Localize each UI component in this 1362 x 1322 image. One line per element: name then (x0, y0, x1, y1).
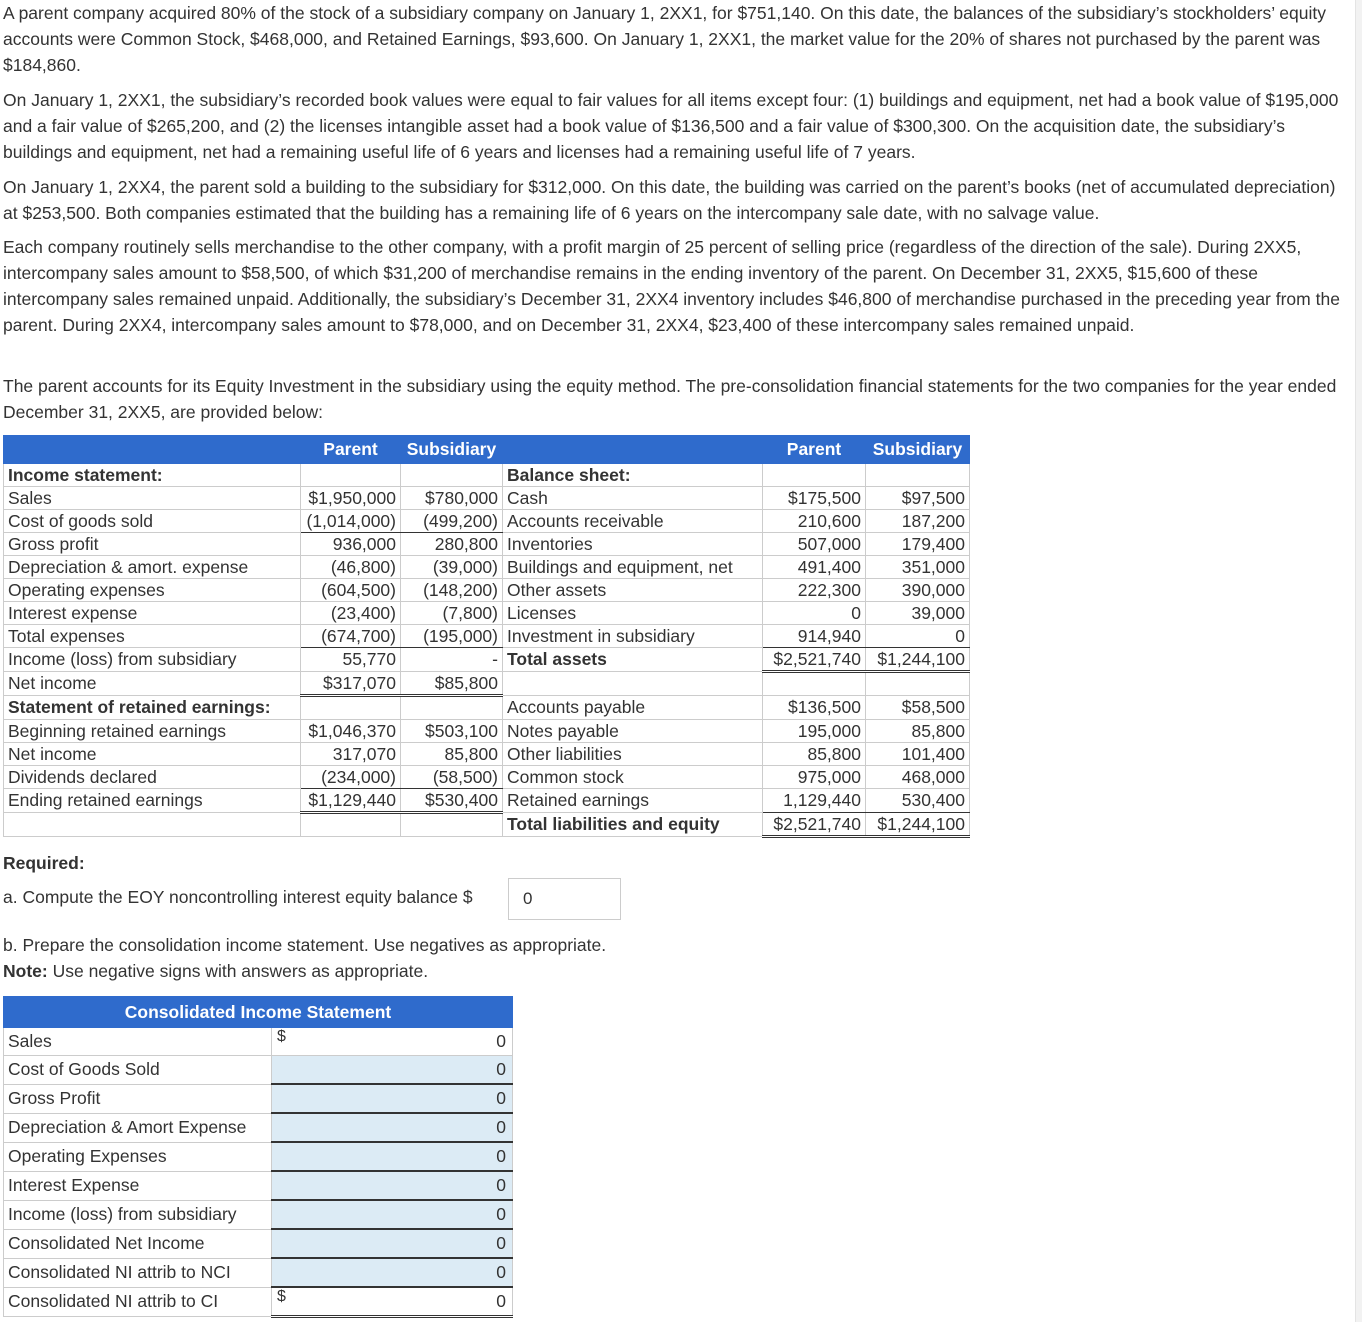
cis-input-gross-profit[interactable] (272, 1084, 513, 1113)
cell-subsidiary-left: 85,800 (401, 743, 503, 766)
cell-label-left: Total expenses (4, 625, 301, 648)
page-scrollbar[interactable] (1355, 0, 1362, 1322)
intro-paragraph-4: Each company routinely sells merchandise to the other company, with a profit margin of 25 percent of selling price (regardless of the direction of the sale). During 2XX5, intercompany sales amount to $58,500, of which $31,200 of merchandise remains in the ending inventory of the parent. On December 31, 2XX5, $15,600 of these intercompany sales remained unpaid. Additionally, the subsidiary’s December 31, 2XX4 inventory includes $46,800 of merchandise purchased in the preceding year from the parent. During 2XX4, intercompany sales amount to $78,000, and on December 31, 2XX4, $23,400 of these intercompany sales remained unpaid. (3, 237, 1340, 335)
intro-paragraph-3: On January 1, 2XX4, the parent sold a building to the subsidiary for $312,000. On this date, the building was carried on the parent’s books (net of accumulated depreciation) at $253,500. Both companies estimated that the building has a remaining life of 6 years on the intercompany sale date, with no salvage value. (3, 177, 1336, 223)
cell-parent-right: 491,400 (763, 556, 866, 579)
cell-subsidiary-right: 179,400 (866, 533, 970, 556)
cis-value: 0 (496, 1088, 506, 1108)
question-a-label: a. Compute the EOY noncontrolling interest equity balance $ (3, 887, 473, 907)
cis-value: 0 (496, 1175, 506, 1195)
cis-row (4, 1113, 513, 1142)
intro-paragraph-2: On January 1, 2XX1, the subsidiary’s recorded book values were equal to fair values for all items except four: (1) buildings and equipment, net had a book value of $195,000 and a fair value of $265,200, and (2) the licenses intangible asset had a book value of $136,500 and a fair value of $300,300. On the acquisition date, the subsidiary’s buildings and equipment, net had a remaining useful life of 6 years and licenses had a remaining useful life of 7 years. (3, 90, 1339, 162)
cell-label-right: Notes payable (503, 720, 763, 743)
nci-balance-input[interactable]: 0 (508, 878, 621, 920)
cell-subsidiary-right: 85,800 (866, 720, 970, 743)
cis-input-operating-expenses[interactable] (272, 1142, 513, 1171)
cell-parent-right: $2,521,740 (763, 813, 866, 837)
cell-parent-right: 975,000 (763, 766, 866, 789)
cell-label-left: Cost of goods sold (4, 510, 301, 533)
cis-value: 0 (496, 1059, 506, 1079)
cell-subsidiary-left: $530,400 (401, 789, 503, 813)
cell-label-right: Licenses (503, 602, 763, 625)
cell-label-right: Cash (503, 487, 763, 510)
cell-parent-left: (1,014,000) (301, 510, 401, 533)
note-line (3, 961, 428, 982)
table-row (4, 579, 970, 602)
cell-subsidiary-left (401, 696, 503, 720)
cell-label-left: Income statement: (4, 464, 301, 487)
column-header-parent: Parent (763, 436, 866, 464)
cell-label-right: Total liabilities and equity (503, 813, 763, 837)
table-row (4, 743, 970, 766)
intro-paragraph-5: The parent accounts for its Equity Investment in the subsidiary using the equity method. The pre-consolidation financial statements for the two companies for the year ended December 31, 2XX5, are provided below: (3, 376, 1337, 422)
cis-row (4, 1084, 513, 1113)
cell-label-right: Total assets (503, 648, 763, 672)
cell-label-right: Accounts payable (503, 696, 763, 720)
cis-input-interest-expense[interactable] (272, 1171, 513, 1200)
cell-label-right: Accounts receivable (503, 510, 763, 533)
cell-subsidiary-left: $780,000 (401, 487, 503, 510)
currency-symbol: $ (277, 1028, 286, 1045)
cis-input-ni-attrib-nci[interactable] (272, 1258, 513, 1287)
cell-label-left: Statement of retained earnings: (4, 696, 301, 720)
cis-header-row (4, 997, 513, 1028)
cell-label-right: Other liabilities (503, 743, 763, 766)
cell-parent-right: 210,600 (763, 510, 866, 533)
cell-subsidiary-left (401, 813, 503, 837)
cell-parent-right: $175,500 (763, 487, 866, 510)
cell-parent-right: 914,940 (763, 625, 866, 648)
note-label: Note: (3, 961, 48, 981)
cis-value: 0 (496, 1117, 506, 1137)
cell-subsidiary-right: $97,500 (866, 487, 970, 510)
cis-value: 0 (496, 1204, 506, 1224)
cell-subsidiary-right: $1,244,100 (866, 648, 970, 672)
cell-parent-right: 0 (763, 602, 866, 625)
question-b-label: b. Prepare the consolidation income statement. Use negatives as appropriate. (3, 935, 607, 955)
cell-subsidiary-right: $58,500 (866, 696, 970, 720)
table-header-row (4, 436, 970, 464)
cell-label-left: Depreciation & amort. expense (4, 556, 301, 579)
cell-parent-right (763, 672, 866, 696)
cell-parent-right (763, 464, 866, 487)
cis-value: 0 (496, 1146, 506, 1166)
table-row (4, 672, 970, 696)
cell-subsidiary-right: 187,200 (866, 510, 970, 533)
cell-subsidiary-left: (7,800) (401, 602, 503, 625)
cis-row (4, 1028, 513, 1056)
cell-label-right: Retained earnings (503, 789, 763, 813)
cis-label-cogs: Cost of Goods Sold (4, 1056, 272, 1085)
cell-parent-left (301, 813, 401, 837)
cis-label-ni-attrib-nci: Consolidated NI attrib to NCI (4, 1258, 272, 1287)
cis-input-income-from-subsidiary[interactable] (272, 1200, 513, 1229)
cell-parent-left: (46,800) (301, 556, 401, 579)
cis-label-depreciation: Depreciation & Amort Expense (4, 1113, 272, 1142)
cell-label-left: Gross profit (4, 533, 301, 556)
cell-label-right: Balance sheet: (503, 464, 763, 487)
table-row (4, 696, 970, 720)
cis-input-sales[interactable] (272, 1028, 513, 1056)
cis-input-ni-attrib-ci[interactable] (272, 1287, 513, 1317)
cell-subsidiary-left: $503,100 (401, 720, 503, 743)
cis-row (4, 1056, 513, 1085)
cell-parent-right: $136,500 (763, 696, 866, 720)
cis-label-ni-attrib-ci: Consolidated NI attrib to CI (4, 1287, 272, 1317)
cell-parent-right: 222,300 (763, 579, 866, 602)
cell-parent-right: 1,129,440 (763, 789, 866, 813)
cell-label-left: Operating expenses (4, 579, 301, 602)
table-row (4, 789, 970, 813)
cis-label-income-from-subsidiary: Income (loss) from subsidiary (4, 1200, 272, 1229)
cell-subsidiary-right: 39,000 (866, 602, 970, 625)
cell-parent-left: (674,700) (301, 625, 401, 648)
cell-parent-left: $1,046,370 (301, 720, 401, 743)
column-header-subsidiary: Subsidiary (401, 436, 503, 464)
intro-paragraph-1: A parent company acquired 80% of the stock of a subsidiary company on January 1, 2XX1, for $751,140. On this date, the balances of the subsidiary’s stockholders’ equity accounts were Common Stock, $468,000, and Retained Earnings, $93,600. On January 1, 2XX1, the market value for the 20% of shares not purchased by the parent was $184,860. (3, 3, 1327, 75)
cell-label-left: Interest expense (4, 602, 301, 625)
cis-value: 0 (496, 1291, 506, 1311)
cis-row (4, 1287, 513, 1317)
required-heading: Required: (3, 853, 85, 873)
column-header-parent: Parent (301, 436, 401, 464)
cell-label-left: Net income (4, 672, 301, 696)
cis-row (4, 1258, 513, 1287)
table-row (4, 556, 970, 579)
cis-row (4, 1142, 513, 1171)
cell-parent-right: 85,800 (763, 743, 866, 766)
cell-parent-left: (23,400) (301, 602, 401, 625)
cis-input-depreciation[interactable] (272, 1113, 513, 1142)
cell-label-left: Net income (4, 743, 301, 766)
cell-parent-right: 195,000 (763, 720, 866, 743)
cell-parent-right: 507,000 (763, 533, 866, 556)
cell-label-left (4, 813, 301, 837)
cis-value: 0 (496, 1031, 506, 1051)
cell-subsidiary-right: 468,000 (866, 766, 970, 789)
cell-parent-left (301, 464, 401, 487)
cell-parent-left: 317,070 (301, 743, 401, 766)
table-row (4, 510, 970, 533)
cell-subsidiary-left: (39,000) (401, 556, 503, 579)
table-row (4, 625, 970, 648)
cis-label-operating-expenses: Operating Expenses (4, 1142, 272, 1171)
cell-subsidiary-right: 390,000 (866, 579, 970, 602)
cell-parent-left: (604,500) (301, 579, 401, 602)
cis-row (4, 1171, 513, 1200)
cell-label-right: Common stock (503, 766, 763, 789)
cell-label-left: Beginning retained earnings (4, 720, 301, 743)
cell-subsidiary-right (866, 672, 970, 696)
cell-label-right (503, 672, 763, 696)
cell-subsidiary-left: (195,000) (401, 625, 503, 648)
cis-value: 0 (496, 1233, 506, 1253)
table-row (4, 813, 970, 837)
cell-subsidiary-left: (58,500) (401, 766, 503, 789)
cell-parent-left: 55,770 (301, 648, 401, 672)
table-row (4, 648, 970, 672)
cell-subsidiary-right: 101,400 (866, 743, 970, 766)
cis-title: Consolidated Income Statement (4, 997, 513, 1028)
cell-subsidiary-right: $1,244,100 (866, 813, 970, 837)
cis-label-interest-expense: Interest Expense (4, 1171, 272, 1200)
cell-parent-left: 936,000 (301, 533, 401, 556)
cell-parent-left: $1,129,440 (301, 789, 401, 813)
cell-parent-right: $2,521,740 (763, 648, 866, 672)
cell-subsidiary-left (401, 464, 503, 487)
table-row (4, 720, 970, 743)
table-row (4, 487, 970, 510)
cis-label-sales: Sales (4, 1028, 272, 1056)
column-header-subsidiary: Subsidiary (866, 436, 970, 464)
cis-label-gross-profit: Gross Profit (4, 1084, 272, 1113)
cell-subsidiary-left: 280,800 (401, 533, 503, 556)
cell-label-left: Income (loss) from subsidiary (4, 648, 301, 672)
table-row (4, 533, 970, 556)
note-text: Use negative signs with answers as appropriate. (47, 961, 429, 981)
currency-symbol: $ (277, 1288, 286, 1305)
cell-subsidiary-left: - (401, 648, 503, 672)
cell-parent-left: (234,000) (301, 766, 401, 789)
consolidated-income-statement (3, 996, 513, 1318)
cell-subsidiary-right: 0 (866, 625, 970, 648)
cis-value: 0 (496, 1262, 506, 1282)
cell-label-right: Buildings and equipment, net (503, 556, 763, 579)
cell-subsidiary-right: 530,400 (866, 789, 970, 813)
cell-label-right: Other assets (503, 579, 763, 602)
table-row (4, 464, 970, 487)
cell-parent-left: $1,950,000 (301, 487, 401, 510)
cell-subsidiary-right: 351,000 (866, 556, 970, 579)
cell-label-left: Ending retained earnings (4, 789, 301, 813)
cell-label-left: Sales (4, 487, 301, 510)
table-row (4, 766, 970, 789)
cis-input-cogs[interactable] (272, 1056, 513, 1085)
cell-parent-left: $317,070 (301, 672, 401, 696)
cell-label-left: Dividends declared (4, 766, 301, 789)
cell-subsidiary-left: (499,200) (401, 510, 503, 533)
financial-statements-table (3, 435, 970, 838)
cis-label-consolidated-net-income: Consolidated Net Income (4, 1229, 272, 1258)
cell-label-right: Investment in subsidiary (503, 625, 763, 648)
cell-subsidiary-right (866, 464, 970, 487)
cell-subsidiary-left: $85,800 (401, 672, 503, 696)
cis-row (4, 1200, 513, 1229)
cell-subsidiary-left: (148,200) (401, 579, 503, 602)
table-row (4, 602, 970, 625)
cis-input-consolidated-net-income[interactable] (272, 1229, 513, 1258)
cell-label-right: Inventories (503, 533, 763, 556)
cell-parent-left (301, 696, 401, 720)
cis-row (4, 1229, 513, 1258)
